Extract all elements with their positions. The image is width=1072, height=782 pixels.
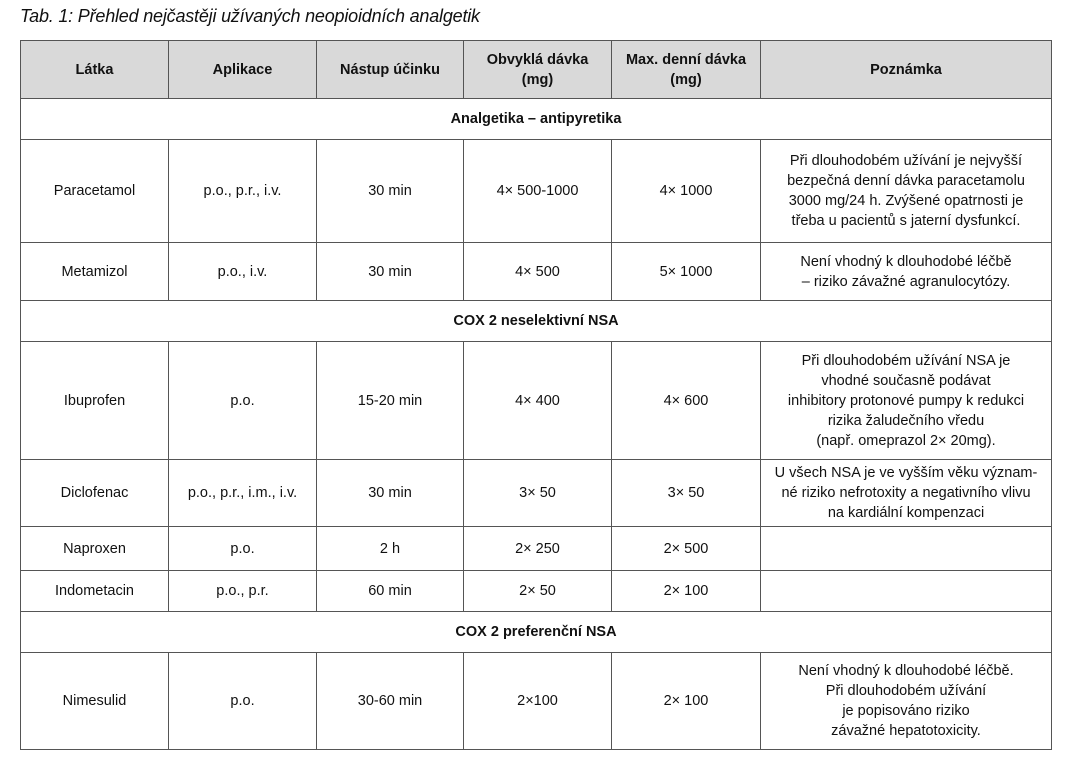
analgesics-table bbox=[20, 40, 1052, 750]
table-row bbox=[21, 243, 1052, 301]
cell-max: 3× 50 bbox=[612, 460, 761, 527]
cell-poznamka bbox=[761, 571, 1052, 612]
cell-poznamka: Při dlouhodobém užívání je nejvyšší bezpečná denní dávka paracetamolu 3000 mg/24 h. Zvýšené opatrnosti je třeba u pacientů s jaterní dysfunkcí. bbox=[761, 140, 1052, 243]
cell-max: 4× 1000 bbox=[612, 140, 761, 243]
cell-nastup: 15-20 min bbox=[317, 342, 464, 460]
table-row bbox=[21, 527, 1052, 571]
section-heading: Analgetika – antipyretika bbox=[21, 99, 1052, 140]
cell-latka: Diclofenac bbox=[21, 460, 169, 527]
column-header: Látka bbox=[21, 41, 169, 99]
cell-latka: Indometacin bbox=[21, 571, 169, 612]
cell-poznamka: U všech NSA je ve vyšším věku význam- né riziko nefrotoxity a negativního vlivu na kardiální kompenzaci bbox=[761, 460, 1052, 527]
cell-aplikace: p.o., p.r. bbox=[169, 571, 317, 612]
cell-obvykla: 4× 500 bbox=[464, 243, 612, 301]
cell-obvykla: 3× 50 bbox=[464, 460, 612, 527]
table-row bbox=[21, 571, 1052, 612]
table-row bbox=[21, 140, 1052, 243]
cell-max: 2× 100 bbox=[612, 653, 761, 750]
cell-nastup: 60 min bbox=[317, 571, 464, 612]
cell-aplikace: p.o. bbox=[169, 527, 317, 571]
cell-poznamka bbox=[761, 527, 1052, 571]
section-row bbox=[21, 99, 1052, 140]
column-header: Aplikace bbox=[169, 41, 317, 99]
cell-poznamka: Není vhodný k dlouhodobé léčbě – riziko závažné agranulocytózy. bbox=[761, 243, 1052, 301]
cell-latka: Ibuprofen bbox=[21, 342, 169, 460]
cell-aplikace: p.o., p.r., i.m., i.v. bbox=[169, 460, 317, 527]
column-header: Nástup účinku bbox=[317, 41, 464, 99]
cell-latka: Naproxen bbox=[21, 527, 169, 571]
cell-latka: Metamizol bbox=[21, 243, 169, 301]
table-row bbox=[21, 460, 1052, 527]
column-header: Obvyklá dávka (mg) bbox=[464, 41, 612, 99]
section-heading: COX 2 preferenční NSA bbox=[21, 612, 1052, 653]
section-heading: COX 2 neselektivní NSA bbox=[21, 301, 1052, 342]
table-caption: Tab. 1: Přehled nejčastěji užívaných neopioidních analgetik bbox=[20, 6, 480, 26]
cell-obvykla: 4× 400 bbox=[464, 342, 612, 460]
cell-obvykla: 2× 50 bbox=[464, 571, 612, 612]
cell-poznamka: Při dlouhodobém užívání NSA je vhodné současně podávat inhibitory protonové pumpy k redukci rizika žaludečního vředu (např. omeprazol 2× 20mg). bbox=[761, 342, 1052, 460]
cell-nastup: 30 min bbox=[317, 140, 464, 243]
column-header: Poznámka bbox=[761, 41, 1052, 99]
cell-latka: Nimesulid bbox=[21, 653, 169, 750]
cell-obvykla: 2×100 bbox=[464, 653, 612, 750]
cell-nastup: 30 min bbox=[317, 460, 464, 527]
table-row bbox=[21, 653, 1052, 750]
header-row bbox=[21, 41, 1052, 99]
cell-nastup: 30 min bbox=[317, 243, 464, 301]
cell-max: 5× 1000 bbox=[612, 243, 761, 301]
cell-poznamka: Není vhodný k dlouhodobé léčbě. Při dlouhodobém užívání je popisováno riziko závažné hepatotoxicity. bbox=[761, 653, 1052, 750]
table-row bbox=[21, 342, 1052, 460]
cell-max: 2× 100 bbox=[612, 571, 761, 612]
cell-nastup: 2 h bbox=[317, 527, 464, 571]
cell-obvykla: 4× 500-1000 bbox=[464, 140, 612, 243]
cell-aplikace: p.o., p.r., i.v. bbox=[169, 140, 317, 243]
cell-max: 2× 500 bbox=[612, 527, 761, 571]
column-header: Max. denní dávka (mg) bbox=[612, 41, 761, 99]
cell-nastup: 30-60 min bbox=[317, 653, 464, 750]
cell-aplikace: p.o. bbox=[169, 342, 317, 460]
section-row bbox=[21, 301, 1052, 342]
cell-aplikace: p.o. bbox=[169, 653, 317, 750]
cell-obvykla: 2× 250 bbox=[464, 527, 612, 571]
section-row bbox=[21, 612, 1052, 653]
cell-latka: Paracetamol bbox=[21, 140, 169, 243]
cell-aplikace: p.o., i.v. bbox=[169, 243, 317, 301]
cell-max: 4× 600 bbox=[612, 342, 761, 460]
